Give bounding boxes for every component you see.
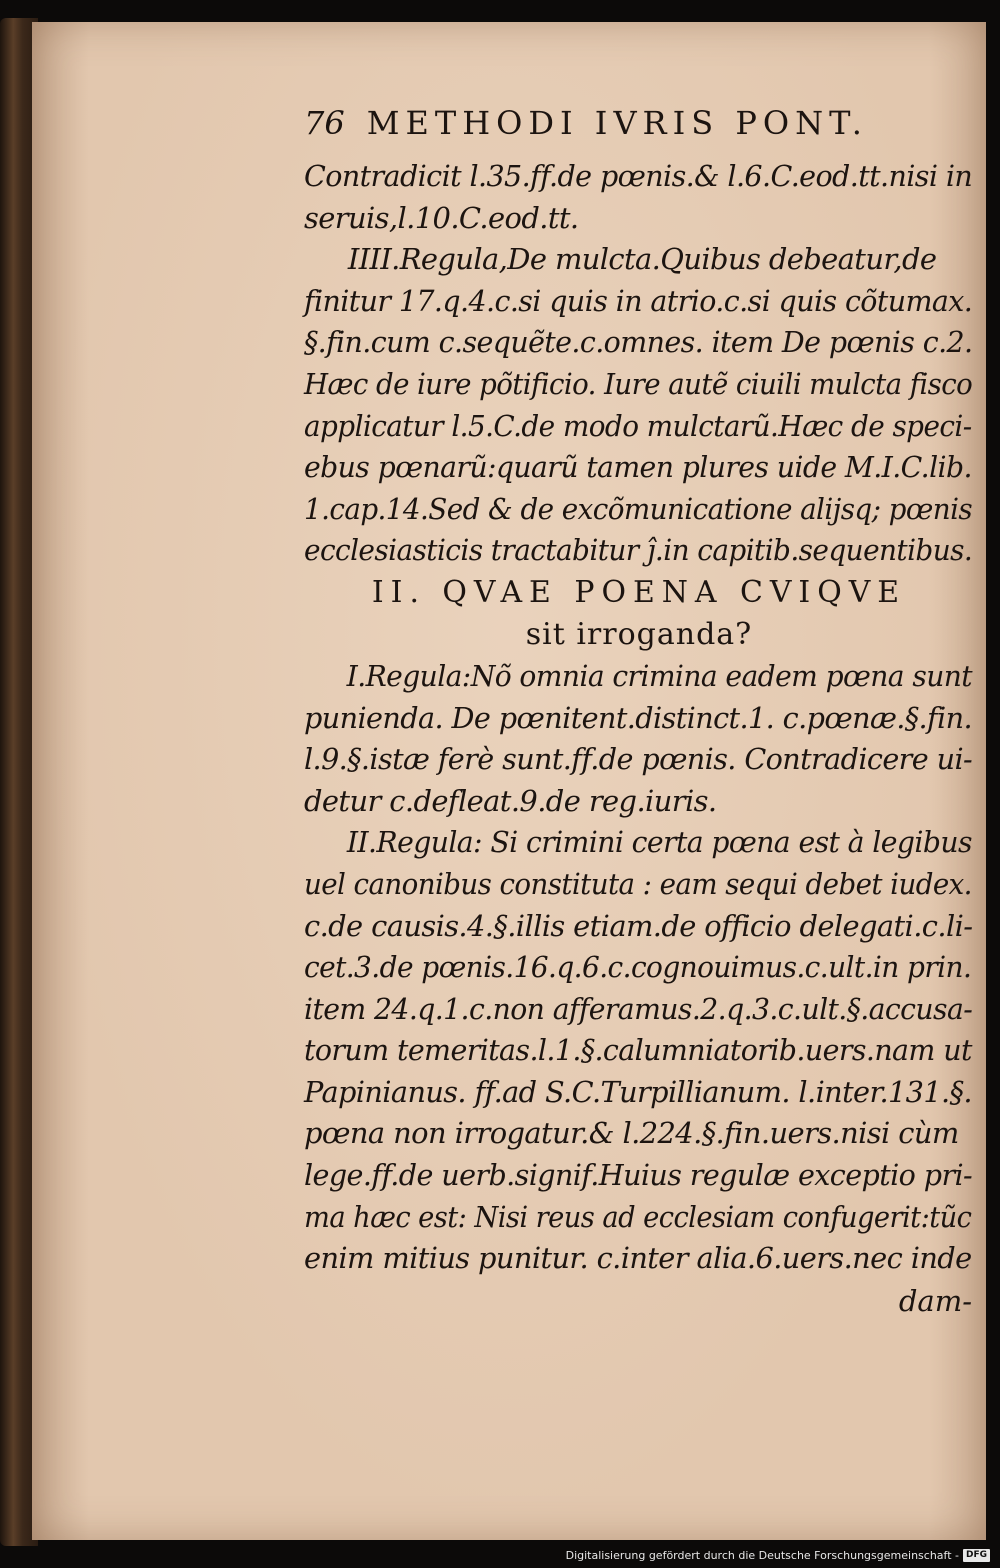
text-line: applicatur l.5.C.de modo mulctarũ.Hæc de speci-	[304, 408, 972, 443]
text-line: pœna non irrogatur.& l.224.§.fin.uers.nisi cùm	[304, 1116, 959, 1151]
text-line: torum temeritas.l.1.§.calumniatorib.uers.nam ut	[304, 1033, 972, 1068]
footer-credit: Digitalisierung gefördert durch die Deutsche Forschungsgemeinschaft -	[565, 1549, 959, 1562]
text-line: 1.cap.14.Sed & de excõmunicatione alijsq; pœnis	[304, 491, 973, 526]
text-line: punienda. De pœnitent.distinct.1. c.pœnæ.§.fin.	[304, 700, 973, 735]
text-line: Hæc de iure põtificio. Iure autẽ ciuili mulcta fisco	[304, 366, 973, 401]
text-line: cet.3.de pœnis.16.q.6.c.cognouimus.c.ult.in prin.	[304, 950, 972, 985]
text-line: ecclesiasticis tractabitur ĵ.in capitib.sequentibus.	[304, 533, 973, 568]
text-line: seruis,l.10.C.eod.tt.	[304, 200, 579, 235]
page-text-block	[304, 104, 974, 1322]
text-line: lege.ff.de uerb.signif.Huius regulæ exceptio pri-	[304, 1158, 973, 1193]
digitization-footer	[566, 1549, 990, 1562]
section-title: II. QVAE POENA CVIQVE	[371, 574, 907, 610]
text-line: ma hæc est: Nisi reus ad ecclesiam confugerit:tũc	[304, 1199, 972, 1234]
text-line: item 24.q.1.c.non afferamus.2.q.3.c.ult.§.accusa-	[304, 991, 973, 1026]
text-line: IIII.Regula,De mulcta.Quibus debeatur,de	[347, 242, 937, 277]
text-line: §.fin.cum c.sequẽte.c.omnes. item De pœnis c.2.	[304, 325, 973, 360]
text-line: II.Regula: Si crimini certa pœna est à legibus	[346, 825, 972, 860]
catchword: dam-	[898, 1283, 972, 1318]
text-line: Papinianus. ff.ad S.C.Turpillianum. l.inter.131.§.	[304, 1074, 972, 1109]
text-line: Contradicit l.35.ff.de pœnis.& l.6.C.eod.tt.nisi in	[304, 159, 973, 193]
text-line: I.Regula:Nõ omnia crimina eadem pœna sunt	[346, 658, 973, 693]
text-line: c.de causis.4.§.illis etiam.de officio delegati.c.li-	[304, 908, 973, 943]
page-header	[304, 104, 974, 156]
text-line: detur c.defleat.9.de reg.iuris.	[304, 783, 717, 818]
text-line: finitur 17.q.4.c.si quis in atrio.c.si quis cõtumax.	[304, 283, 973, 318]
text-block-1	[304, 156, 974, 572]
page-number: 76	[304, 104, 345, 142]
text-line: ebus pœnarũ:quarũ tamen plures uide M.I.C.lib.	[304, 450, 972, 485]
text-line: enim mitius punitur. c.inter alia.6.uers.nec inde	[304, 1241, 972, 1276]
section-subtitle: sit irroganda?	[525, 616, 753, 652]
dfg-logo-icon: DFG	[963, 1549, 990, 1562]
text-block-2	[304, 656, 974, 1280]
text-line: l.9.§.istæ ferè sunt.ff.de pœnis. Contradicere ui-	[304, 742, 973, 777]
text-line: uel canonibus constituta : eam sequi debet iudex.	[304, 866, 972, 901]
book-page	[32, 22, 986, 1540]
running-head: METHODI IVRIS PONT.	[366, 104, 868, 142]
